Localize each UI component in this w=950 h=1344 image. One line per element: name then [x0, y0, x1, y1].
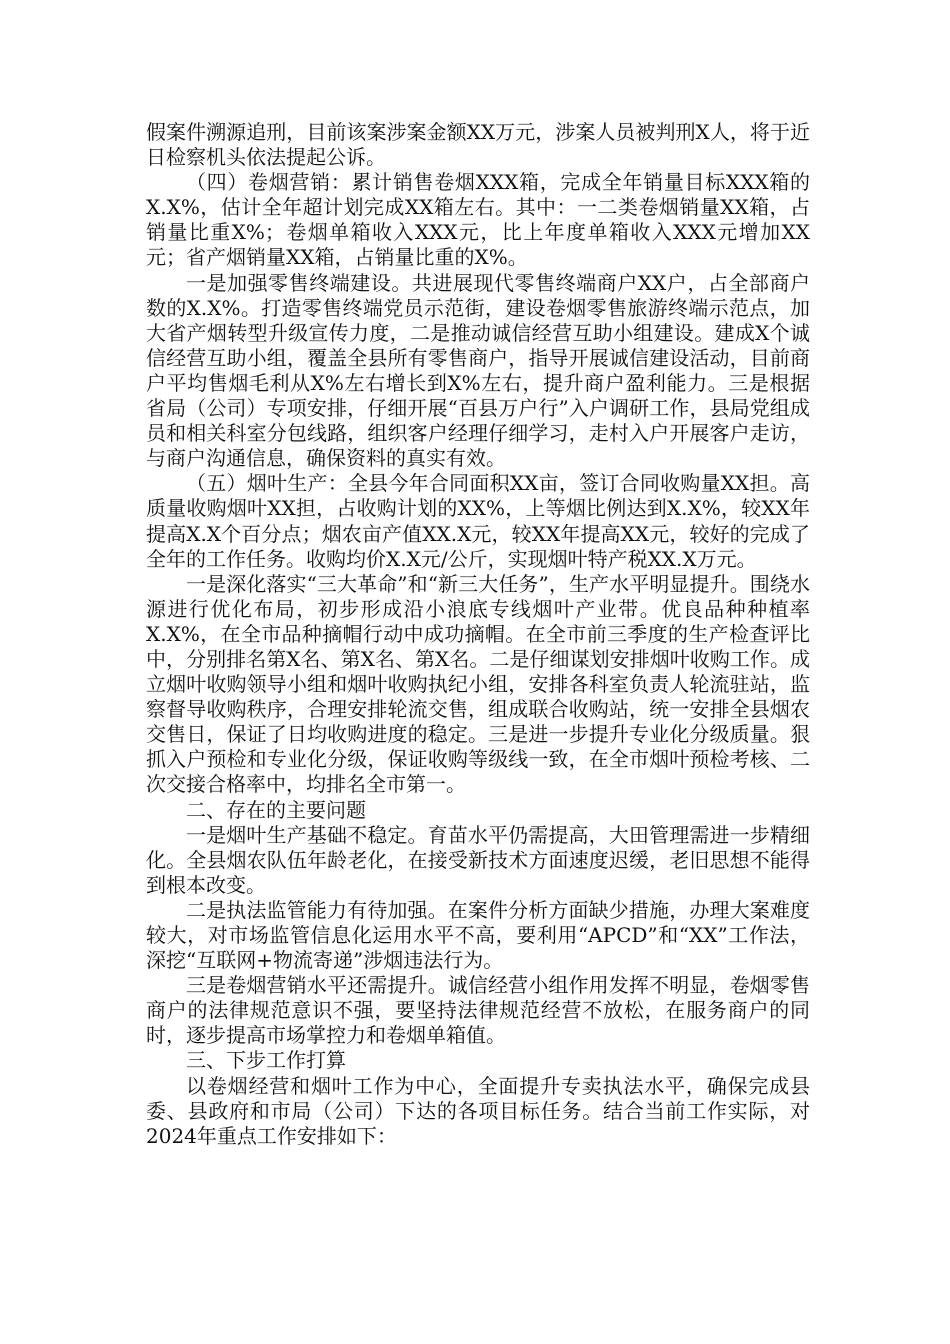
paragraph-tobacco-production: （五）烟叶生产：全县今年合同面积XX亩，签订合同收购量XX担。高质量收购烟叶XX担，占收购计划的XX%，上等烟比例达到X.X%，较XX年提高X.X个百分点；烟农亩产值XX.X元，较XX年提高XX元，较好的完成了全年的工作任务。收购均价X.X元/公斤，实现烟叶特产税XX.X万元。	[146, 471, 810, 571]
document-body	[146, 120, 810, 1149]
paragraph-retail-terminal: 一是加强零售终端建设。共进展现代零售终端商户XX户，占全部商户数的X.X%。打造零售终端党员示范街，建设卷烟零售旅游终端示范点，加大省产烟转型升级宣传力度，二是推动诚信经营互助小组建设。建成X个诚信经营互助小组，覆盖全县所有零售商户，指导开展诚信建设活动，目前商户平均售烟毛利从X%左右增长到X%左右，提升商户盈利能力。三是根据省局（公司）专项安排，仔细开展“百县万户行”入户调研工作，县局党组成员和相关科室分包线路，组织客户经理仔细学习，走村入户开展客户走访，与商户沟通信息，确保资料的真实有效。	[146, 270, 810, 471]
section-heading-next-steps: 三、下步工作打算	[186, 1048, 346, 1073]
paragraph-production-measures: 一是深化落实“三大革命”和“新三大任务”，生产水平明显提升。围绕水源进行优化布局，初步形成沿小浪底专线烟叶产业带。优良品种种植率X.X%，在全市品种摘帽行动中成功摘帽。在全市前三季度的生产检查评比中，分别排名第X名、第X名、第X名。二是仔细谋划安排烟叶收购工作。成立烟叶收购领导小组和烟叶收购执纪小组，安排各科室负责人轮流驻站，监察督导收购秩序，合理安排轮流交售，组成联合收购站，统一安排全县烟农交售日，保证了日均收购进度的稳定。三是进一步提升专业化分级质量。狠抓入户预检和专业化分级，保证收购等级线一致，在全市烟叶预检考核、二次交接合格率中，均排名全市第一。	[146, 571, 810, 797]
paragraph-problem-one: 一是烟叶生产基础不稳定。育苗水平仍需提高，大田管理需进一步精细化。全县烟农队伍年龄老化，在接受新技术方面速度迟缓，老旧思想不能得到根本改变。	[146, 822, 810, 897]
paragraph-cigarette-sales: （四）卷烟营销：累计销售卷烟XXX箱，完成全年销量目标XXX箱的X.X%，估计全年超计划完成XX箱左右。其中：一二类卷烟销量XX箱，占销量比重X%；卷烟单箱收入XXX元，比上年度单箱收入XXX元增加XX元；省产烟销量XX箱，占销量比重的X%。	[146, 170, 810, 270]
paragraph-problem-three: 三是卷烟营销水平还需提升。诚信经营小组作用发挥不明显，卷烟零售商户的法律规范意识不强，要坚持法律规范经营不放松，在服务商户的同时，逐步提高市场掌控力和卷烟单箱值。	[146, 973, 810, 1048]
paragraph-continuation: 假案件溯源追刑，目前该案涉案金额XX万元，涉案人员被判刑X人，将于近日检察机头依法提起公诉。	[146, 120, 810, 170]
section-heading-problems: 二、存在的主要问题	[186, 797, 366, 822]
paragraph-problem-two: 二是执法监管能力有待加强。在案件分析方面缺少措施，办理大案难度较大，对市场监管信息化运用水平不高，要利用“APCD”和“XX”工作法，深挖“互联网+物流寄递”涉烟违法行为。	[146, 897, 810, 973]
paragraph-next-steps: 以卷烟经营和烟叶工作为中心，全面提升专卖执法水平，确保完成县委、县政府和市局（公司）下达的各项目标任务。结合当前工作实际，对2024年重点工作安排如下：	[146, 1073, 810, 1148]
